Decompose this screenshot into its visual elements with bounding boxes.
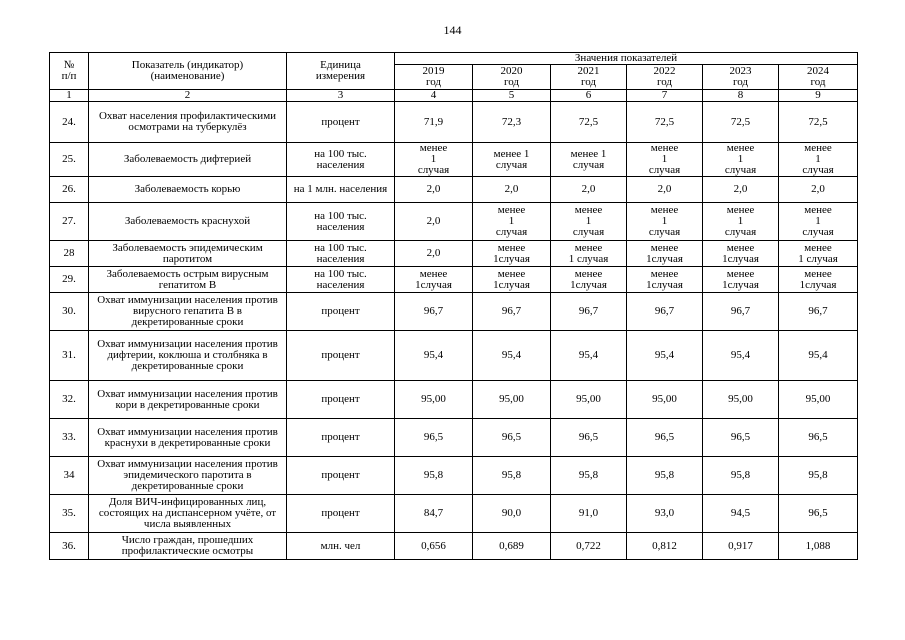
row-number: 34 (50, 457, 89, 495)
row-number: 27. (50, 203, 89, 241)
value-cell: 95,8 (627, 457, 703, 495)
value-cell: 95,8 (779, 457, 858, 495)
value-cell: менее 1 случая (551, 203, 627, 241)
value-cell: 93,0 (627, 495, 703, 533)
value-cell: 2,0 (779, 177, 858, 203)
row-number: 32. (50, 381, 89, 419)
value-cell: 95,8 (703, 457, 779, 495)
indicator-cell: Заболеваемость краснухой (89, 203, 287, 241)
page-number: 144 (443, 23, 462, 37)
value-cell: 95,4 (473, 331, 551, 381)
value-cell: менее 1 случая (473, 203, 551, 241)
header-year-2020: 2020 год (473, 65, 551, 90)
unit-cell: на 100 тыс. населения (287, 267, 395, 293)
indicator-cell: Охват иммунизации населения против дифтерии, коклюша и столбняка в декретированные сроки (89, 331, 287, 381)
table-row (50, 457, 858, 495)
indicators-table (49, 52, 858, 560)
table-row (50, 177, 858, 203)
value-cell: 1,088 (779, 533, 858, 560)
value-cell: 0,722 (551, 533, 627, 560)
value-cell: 94,5 (703, 495, 779, 533)
value-cell: 71,9 (395, 102, 473, 143)
indicator-cell: Доля ВИЧ-инфицированных лиц, состоящих на диспансерном учёте, от числа выявленных (89, 495, 287, 533)
value-cell: менее 1случая (473, 267, 551, 293)
value-cell: 2,0 (703, 177, 779, 203)
header-values: Значения показателей (395, 53, 858, 65)
value-cell: 96,5 (551, 419, 627, 457)
table-row (50, 267, 858, 293)
value-cell: менее 1случая (395, 267, 473, 293)
header-year-2019: 2019 год (395, 65, 473, 90)
header-unit: Единица измерения (287, 53, 395, 90)
table-row (50, 203, 858, 241)
value-cell: 96,7 (703, 293, 779, 331)
value-cell: 96,5 (703, 419, 779, 457)
indicator-cell: Заболеваемость эпидемическим паротитом (89, 241, 287, 267)
indicator-cell: Охват иммунизации населения против кори в декретированные сроки (89, 381, 287, 419)
value-cell: менее 1 случая (395, 143, 473, 177)
value-cell: 96,5 (395, 419, 473, 457)
value-cell: 95,00 (779, 381, 858, 419)
value-cell: 2,0 (473, 177, 551, 203)
value-cell: 95,00 (551, 381, 627, 419)
value-cell: менее 1 случая (551, 143, 627, 177)
value-cell: менее 1случая (779, 267, 858, 293)
column-number: 5 (473, 90, 551, 102)
unit-cell: процент (287, 381, 395, 419)
value-cell: менее 1 случая (627, 203, 703, 241)
unit-cell: на 100 тыс. населения (287, 143, 395, 177)
table-row (50, 102, 858, 143)
unit-cell: процент (287, 293, 395, 331)
column-number: 4 (395, 90, 473, 102)
table-body (50, 102, 858, 560)
value-cell: 96,7 (551, 293, 627, 331)
value-cell: менее 1 случая (779, 143, 858, 177)
value-cell: 2,0 (395, 241, 473, 267)
column-number: 1 (50, 90, 89, 102)
value-cell: 95,00 (395, 381, 473, 419)
value-cell: 72,5 (779, 102, 858, 143)
value-cell: 96,5 (473, 419, 551, 457)
header-num: № п/п (50, 53, 89, 90)
value-cell: 95,00 (627, 381, 703, 419)
column-number: 9 (779, 90, 858, 102)
indicator-cell: Охват иммунизации населения против эпидемического паротита в декретированные сроки (89, 457, 287, 495)
indicator-cell: Заболеваемость корью (89, 177, 287, 203)
table-row (50, 381, 858, 419)
value-cell: 96,7 (473, 293, 551, 331)
unit-cell: процент (287, 331, 395, 381)
header-indicator: Показатель (индикатор) (наименование) (89, 53, 287, 90)
value-cell: 72,5 (551, 102, 627, 143)
value-cell: 2,0 (627, 177, 703, 203)
value-cell: 95,00 (473, 381, 551, 419)
value-cell: менее 1случая (627, 267, 703, 293)
unit-cell: процент (287, 419, 395, 457)
value-cell: 72,5 (627, 102, 703, 143)
value-cell: 2,0 (395, 203, 473, 241)
table-row (50, 293, 858, 331)
value-cell: менее 1 случая (779, 203, 858, 241)
unit-cell: процент (287, 457, 395, 495)
value-cell: 95,4 (627, 331, 703, 381)
indicator-cell: Заболеваемость острым вирусным гепатитом В (89, 267, 287, 293)
indicator-cell: Заболеваемость дифтерией (89, 143, 287, 177)
header-year-2024: 2024 год (779, 65, 858, 90)
value-cell: 0,812 (627, 533, 703, 560)
header-year-2021: 2021 год (551, 65, 627, 90)
value-cell: менее 1 случая (627, 143, 703, 177)
table-row (50, 419, 858, 457)
value-cell: менее 1случая (551, 267, 627, 293)
value-cell: менее 1случая (703, 267, 779, 293)
indicator-cell: Охват иммунизации населения против краснухи в декретированные сроки (89, 419, 287, 457)
value-cell: менее 1 случая (473, 143, 551, 177)
table-row (50, 241, 858, 267)
row-number: 28 (50, 241, 89, 267)
value-cell: менее 1случая (703, 241, 779, 267)
value-cell: менее 1случая (627, 241, 703, 267)
row-number: 24. (50, 102, 89, 143)
header-year-2022: 2022 год (627, 65, 703, 90)
value-cell: 0,917 (703, 533, 779, 560)
value-cell: менее 1 случая (779, 241, 858, 267)
table-row (50, 495, 858, 533)
column-number: 7 (627, 90, 703, 102)
value-cell: 95,8 (551, 457, 627, 495)
row-number: 31. (50, 331, 89, 381)
value-cell: 95,00 (703, 381, 779, 419)
row-number: 36. (50, 533, 89, 560)
indicator-cell: Охват населения профилактическими осмотрами на туберкулёз (89, 102, 287, 143)
row-number: 25. (50, 143, 89, 177)
column-number: 6 (551, 90, 627, 102)
value-cell: 95,8 (473, 457, 551, 495)
unit-cell: процент (287, 102, 395, 143)
value-cell: 2,0 (551, 177, 627, 203)
column-number: 2 (89, 90, 287, 102)
unit-cell: на 1 млн. населения (287, 177, 395, 203)
value-cell: 95,4 (551, 331, 627, 381)
table-row (50, 143, 858, 177)
table-row (50, 331, 858, 381)
row-number: 35. (50, 495, 89, 533)
row-number: 29. (50, 267, 89, 293)
value-cell: 2,0 (395, 177, 473, 203)
header-year-2023: 2023 год (703, 65, 779, 90)
value-cell: 95,4 (703, 331, 779, 381)
indicator-cell: Число граждан, прошедших профилактические осмотры (89, 533, 287, 560)
value-cell: 91,0 (551, 495, 627, 533)
value-cell: 95,4 (779, 331, 858, 381)
value-cell: 96,5 (779, 419, 858, 457)
value-cell: 72,5 (703, 102, 779, 143)
value-cell: менее 1 случая (551, 241, 627, 267)
value-cell: менее 1 случая (703, 203, 779, 241)
value-cell: 96,5 (627, 419, 703, 457)
value-cell: 95,8 (395, 457, 473, 495)
indicator-cell: Охват иммунизации населения против вирусного гепатита В в декретированные сроки (89, 293, 287, 331)
value-cell: менее 1 случая (703, 143, 779, 177)
value-cell: 72,3 (473, 102, 551, 143)
value-cell: 96,5 (779, 495, 858, 533)
unit-cell: процент (287, 495, 395, 533)
table-row (50, 533, 858, 560)
table-header (50, 53, 858, 102)
value-cell: 0,689 (473, 533, 551, 560)
value-cell: 95,4 (395, 331, 473, 381)
unit-cell: на 100 тыс. населения (287, 241, 395, 267)
row-number: 33. (50, 419, 89, 457)
row-number: 30. (50, 293, 89, 331)
value-cell: менее 1случая (473, 241, 551, 267)
unit-cell: млн. чел (287, 533, 395, 560)
value-cell: 0,656 (395, 533, 473, 560)
column-number: 3 (287, 90, 395, 102)
value-cell: 96,7 (779, 293, 858, 331)
column-number-row (50, 90, 858, 102)
row-number: 26. (50, 177, 89, 203)
value-cell: 90,0 (473, 495, 551, 533)
value-cell: 96,7 (627, 293, 703, 331)
value-cell: 84,7 (395, 495, 473, 533)
column-number: 8 (703, 90, 779, 102)
value-cell: 96,7 (395, 293, 473, 331)
unit-cell: на 100 тыс. населения (287, 203, 395, 241)
